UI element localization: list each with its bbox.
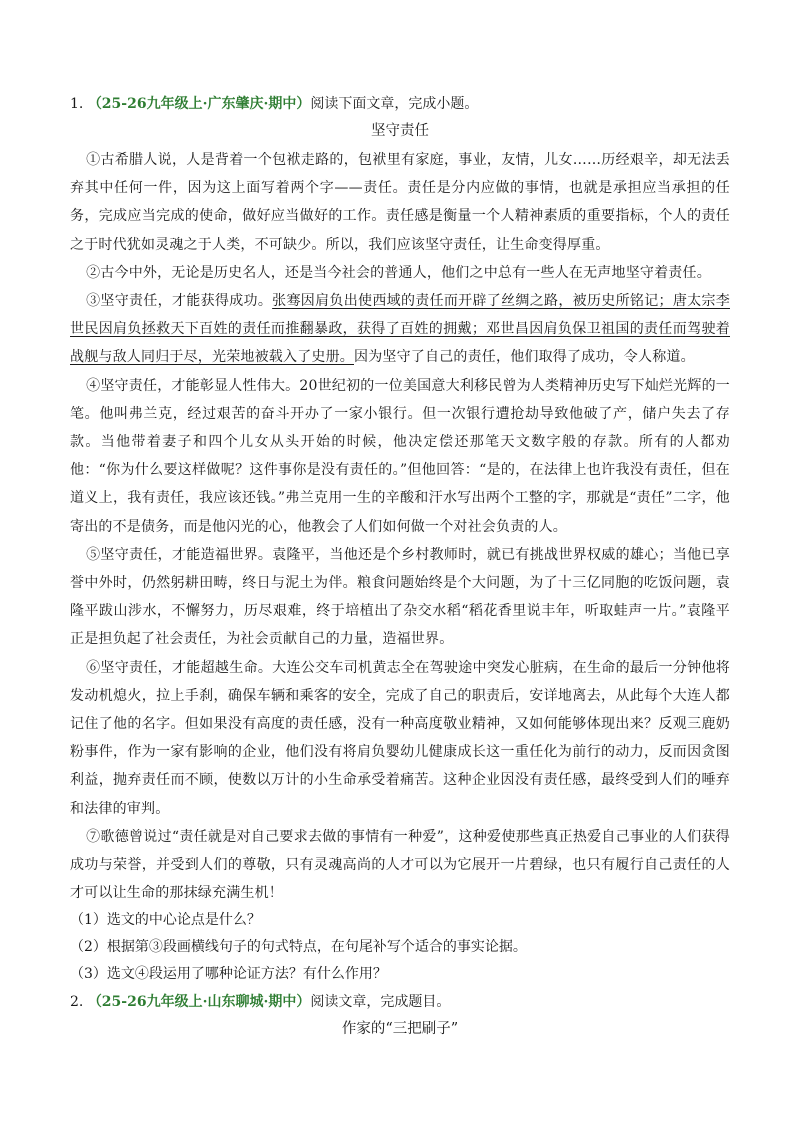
question-instruction: 阅读文章，完成题目。	[310, 994, 451, 1011]
question-source: （25-26九年级上·山东聊城·期中）	[87, 994, 311, 1011]
question-2-header	[70, 992, 730, 1012]
paragraph-3-start: ③坚守责任，才能获得成功。	[86, 293, 273, 310]
sub-question-1: （1）选文的中心论点是什么？	[70, 912, 261, 929]
question-instruction: 阅读下面文章，完成小题。	[310, 96, 479, 112]
article-title: 坚守责任	[371, 123, 429, 139]
article-title-2: 作家的“三把刷子”	[341, 1021, 459, 1038]
paragraph-5: ⑤坚守责任，才能造福世界。袁隆平，当他还是个乡村教师时，就已有挑战世界权威的雄心；当他已享誉中外时，仍然躬耕田畴，终日与泥土为伴。粮食问题始终是个大问题，为了十三亿同胞的吃饭问题，袁隆平跋山涉水，不懈努力，历尽艰难，终于培植出了杂交水稻“稻花香里说丰年，听取蛙声一片。”袁隆平正是担负起了社会责任，为社会贡献自己的力量，造福世界。	[70, 546, 730, 648]
underlined-sentence: 张骞因肩负出使西域的责任而开辟了丝绸之路，被历史所铭记；唐太宗李世民因肩负拯救天下百姓的责任而推翻暴政，获得了百姓的拥戴；邓世昌因肩负保卫祖国的责任而驾驶着战舰与敌人同归于尽，光荣地被载入了史册。	[70, 293, 730, 366]
paragraph-1: ①古希腊人说，人是背着一个包袱走路的，包袱里有家庭，事业，友情，儿女……历经艰辛，却无法丢弃其中任何一件，因为这上面写着两个字——责任。责任是分内应做的事情，也就是承担应当承担的任务，完成应当完成的使命，做好应当做好的工作。责任感是衡量一个人精神素质的重要指标，个人的责任之于时代犹如灵魂之于人类，不可缺少。所以，我们应该坚守责任，让生命变得厚重。	[70, 152, 730, 253]
sub-question-3: （3）选文④段运用了哪种论证方法？有什么作用？	[70, 966, 387, 983]
question-number: 2.	[70, 994, 84, 1011]
question-source: （25-26九年级上·广东肇庆·期中）	[87, 96, 311, 112]
question-number: 1.	[70, 96, 84, 112]
paragraph-7: ⑦歌德曾说过“责任就是对自己要求去做的事情有一种爱”，这种爱使那些真正热爱自己事业的人们获得成功与荣誉，并受到人们的尊敬，只有灵魂高尚的人才可以为它展开一片碧绿，也只有履行自己责任的人才可以让生命的那抹绿充满生机！	[70, 828, 730, 902]
paragraph-3	[70, 287, 730, 372]
paragraph-2: ②古今中外，无论是历史名人，还是当今社会的普通人，他们之中总有一些人在无声地坚守着责任。	[86, 264, 711, 281]
paragraph-3-end: 因为坚守了自己的责任，他们取得了成功，令人称道。	[354, 349, 695, 366]
question-1-header	[70, 94, 730, 114]
sub-question-2: （2）根据第③段画横线句子的句式特点，在句尾补写个适合的事实论据。	[70, 939, 527, 956]
document-page	[70, 94, 730, 1040]
paragraph-4: ④坚守责任，才能彰显人性伟大。20世纪初的一位美国意大利移民曾为人类精神历史写下灿烂光辉的一笔。他叫弗兰克，经过艰苦的奋斗开办了一家小银行。但一次银行遭抢劫导致他破了产，储户失去了存款。当他带着妻子和四个儿女从头开始的时候，他决定偿还那笔天文数字般的存款。所有的人都劝他：“你为什么要这样做呢？这件事你是没有责任的。”但他回答：“是的，在法律上也许我没有责任，但在道义上，我有责任，我应该还钱。”弗兰克用一生的辛酸和汗水写出两个工整的字，那就是“责任”二字，他寄出的不是债务，而是他闪光的心，他教会了人们如何做一个对社会负责的人。	[70, 377, 730, 535]
paragraph-6: ⑥坚守责任，才能超越生命。大连公交车司机黄志全在驾驶途中突发心脏病，在生命的最后一分钟他将发动机熄火，拉上手刹，确保车辆和乘客的安全，完成了自己的职责后，安详地离去，从此每个大连人都记住了他的名字。但如果没有高度的责任感，没有一种高度敬业精神，又如何能够体现出来？反观三鹿奶粉事件，作为一家有影响的企业，他们没有将肩负婴幼儿健康成长这一重任化为前行的动力，反而因贪图利益，抛弃责任而不顾，使数以万计的小生命承受着痛苦。这种企业因没有责任感，最终受到人们的唾弃和法律的审判。	[70, 659, 730, 817]
